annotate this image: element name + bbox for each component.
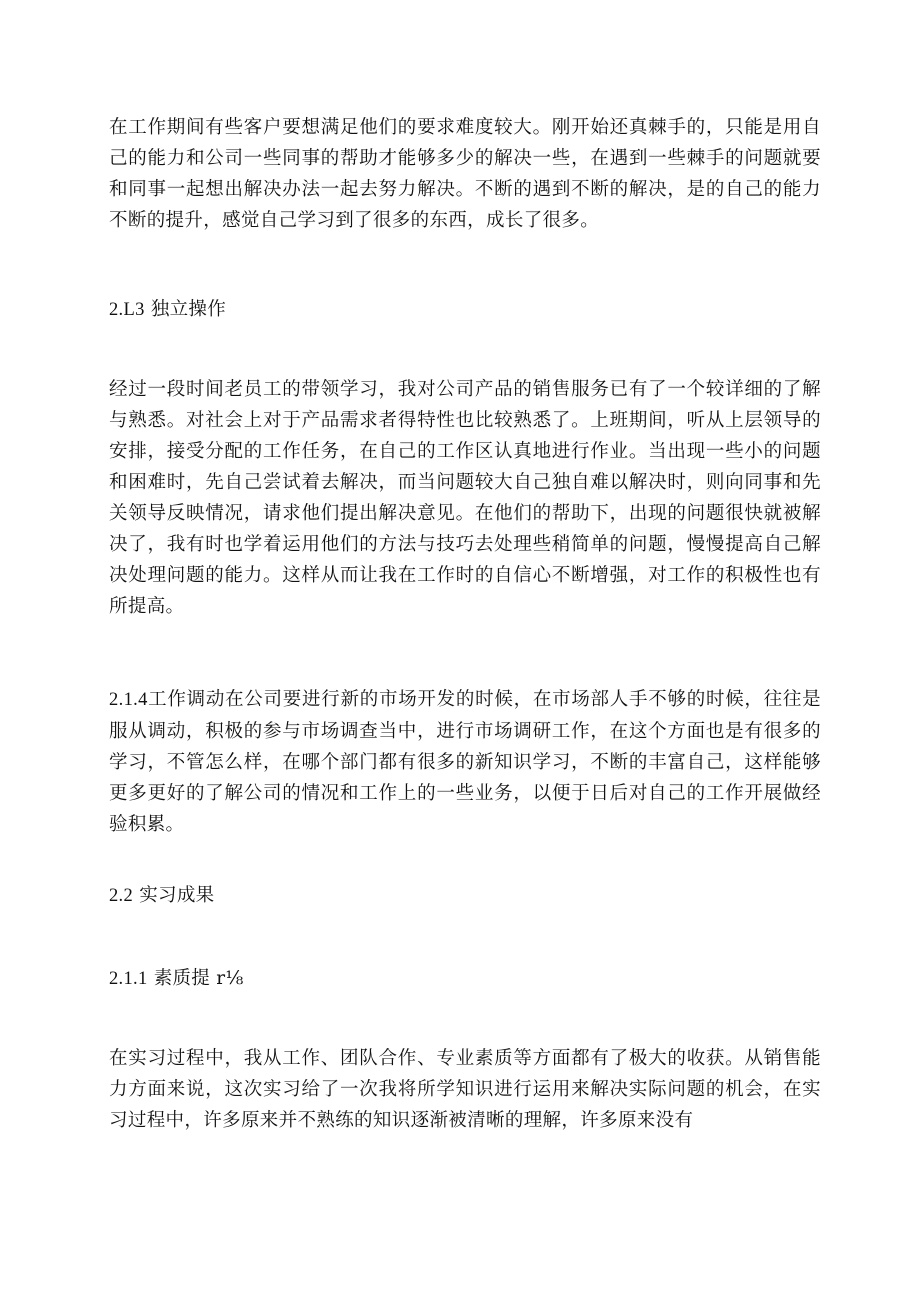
paragraph-text: 工作调动在公司要进行新的市场开发的时候，在市场部人手不够的时候，往往是服从调动，积极的参与市场调查当中，进行市场调研工作，在这个方面也是有很多的学习，不管怎么样，在哪个部门都有很多的新知识学习，不断的丰富自己，这样能够更多更好的了解公司的情况和工作上的一些业务，以便于日后对自己的工作开展做经验积累。 <box>109 689 821 835</box>
section-title: 素质提 r⅛ <box>153 968 244 989</box>
section-heading-quality-improvement <box>109 966 821 992</box>
paragraph-problem-solving: 在工作期间有些客户要想满足他们的要求难度较大。刚开始还真棘手的，只能是用自己的能力和公司一些同事的帮助才能够多少的解决一些，在遇到一些棘手的问题就要和同事一起想出解决办法一起去努力解决。不断的遇到不断的解决，是的自己的能力不断的提升，感觉自己学习到了很多的东西，成长了很多。 <box>109 117 821 231</box>
paragraph-internship-gains: 在实习过程中，我从工作、团队合作、专业素质等方面都有了极大的收获。从销售能力方面来说，这次实习给了一次我将所学知识进行运用来解决实际问题的机会，在实习过程中，许多原来并不熟练的知识逐渐被清晰的理解，许多原来没有 <box>109 1048 821 1131</box>
section-title: 独立操作 <box>150 299 227 320</box>
section-number: 2.L3 <box>109 300 145 320</box>
section-title: 实习成果 <box>139 885 215 906</box>
section-heading-internship-results <box>109 883 821 909</box>
paragraph-independent-operation: 经过一段时间老员工的带领学习，我对公司产品的销售服务已有了一个较详细的了解与熟悉。对社会上对于产品需求者得特性也比较熟悉了。上班期间，听从上层领导的安排，接受分配的工作任务，在自己的工作区认真地进行作业。当出现一些小的问题和困难时，先自己尝试着去解决，而当问题较大自己独自难以解决时，则向同事和先关领导反映情况，请求他们提出解决意见。在他们的帮助下，出现的问题很快就被解决了，我有时也学着运用他们的方法与技巧去处理些稍简单的问题，慢慢提高自己解决处理问题的能力。这样从而让我在工作时的自信心不断增强，对工作的积极性也有所提高。 <box>109 379 821 617</box>
section-number: 2.1.4 <box>109 690 148 710</box>
section-heading-independent-operation <box>109 297 821 323</box>
section-number: 2.1.1 <box>109 969 148 989</box>
section-number: 2.2 <box>109 886 134 906</box>
paragraph-job-transfer <box>109 684 821 840</box>
